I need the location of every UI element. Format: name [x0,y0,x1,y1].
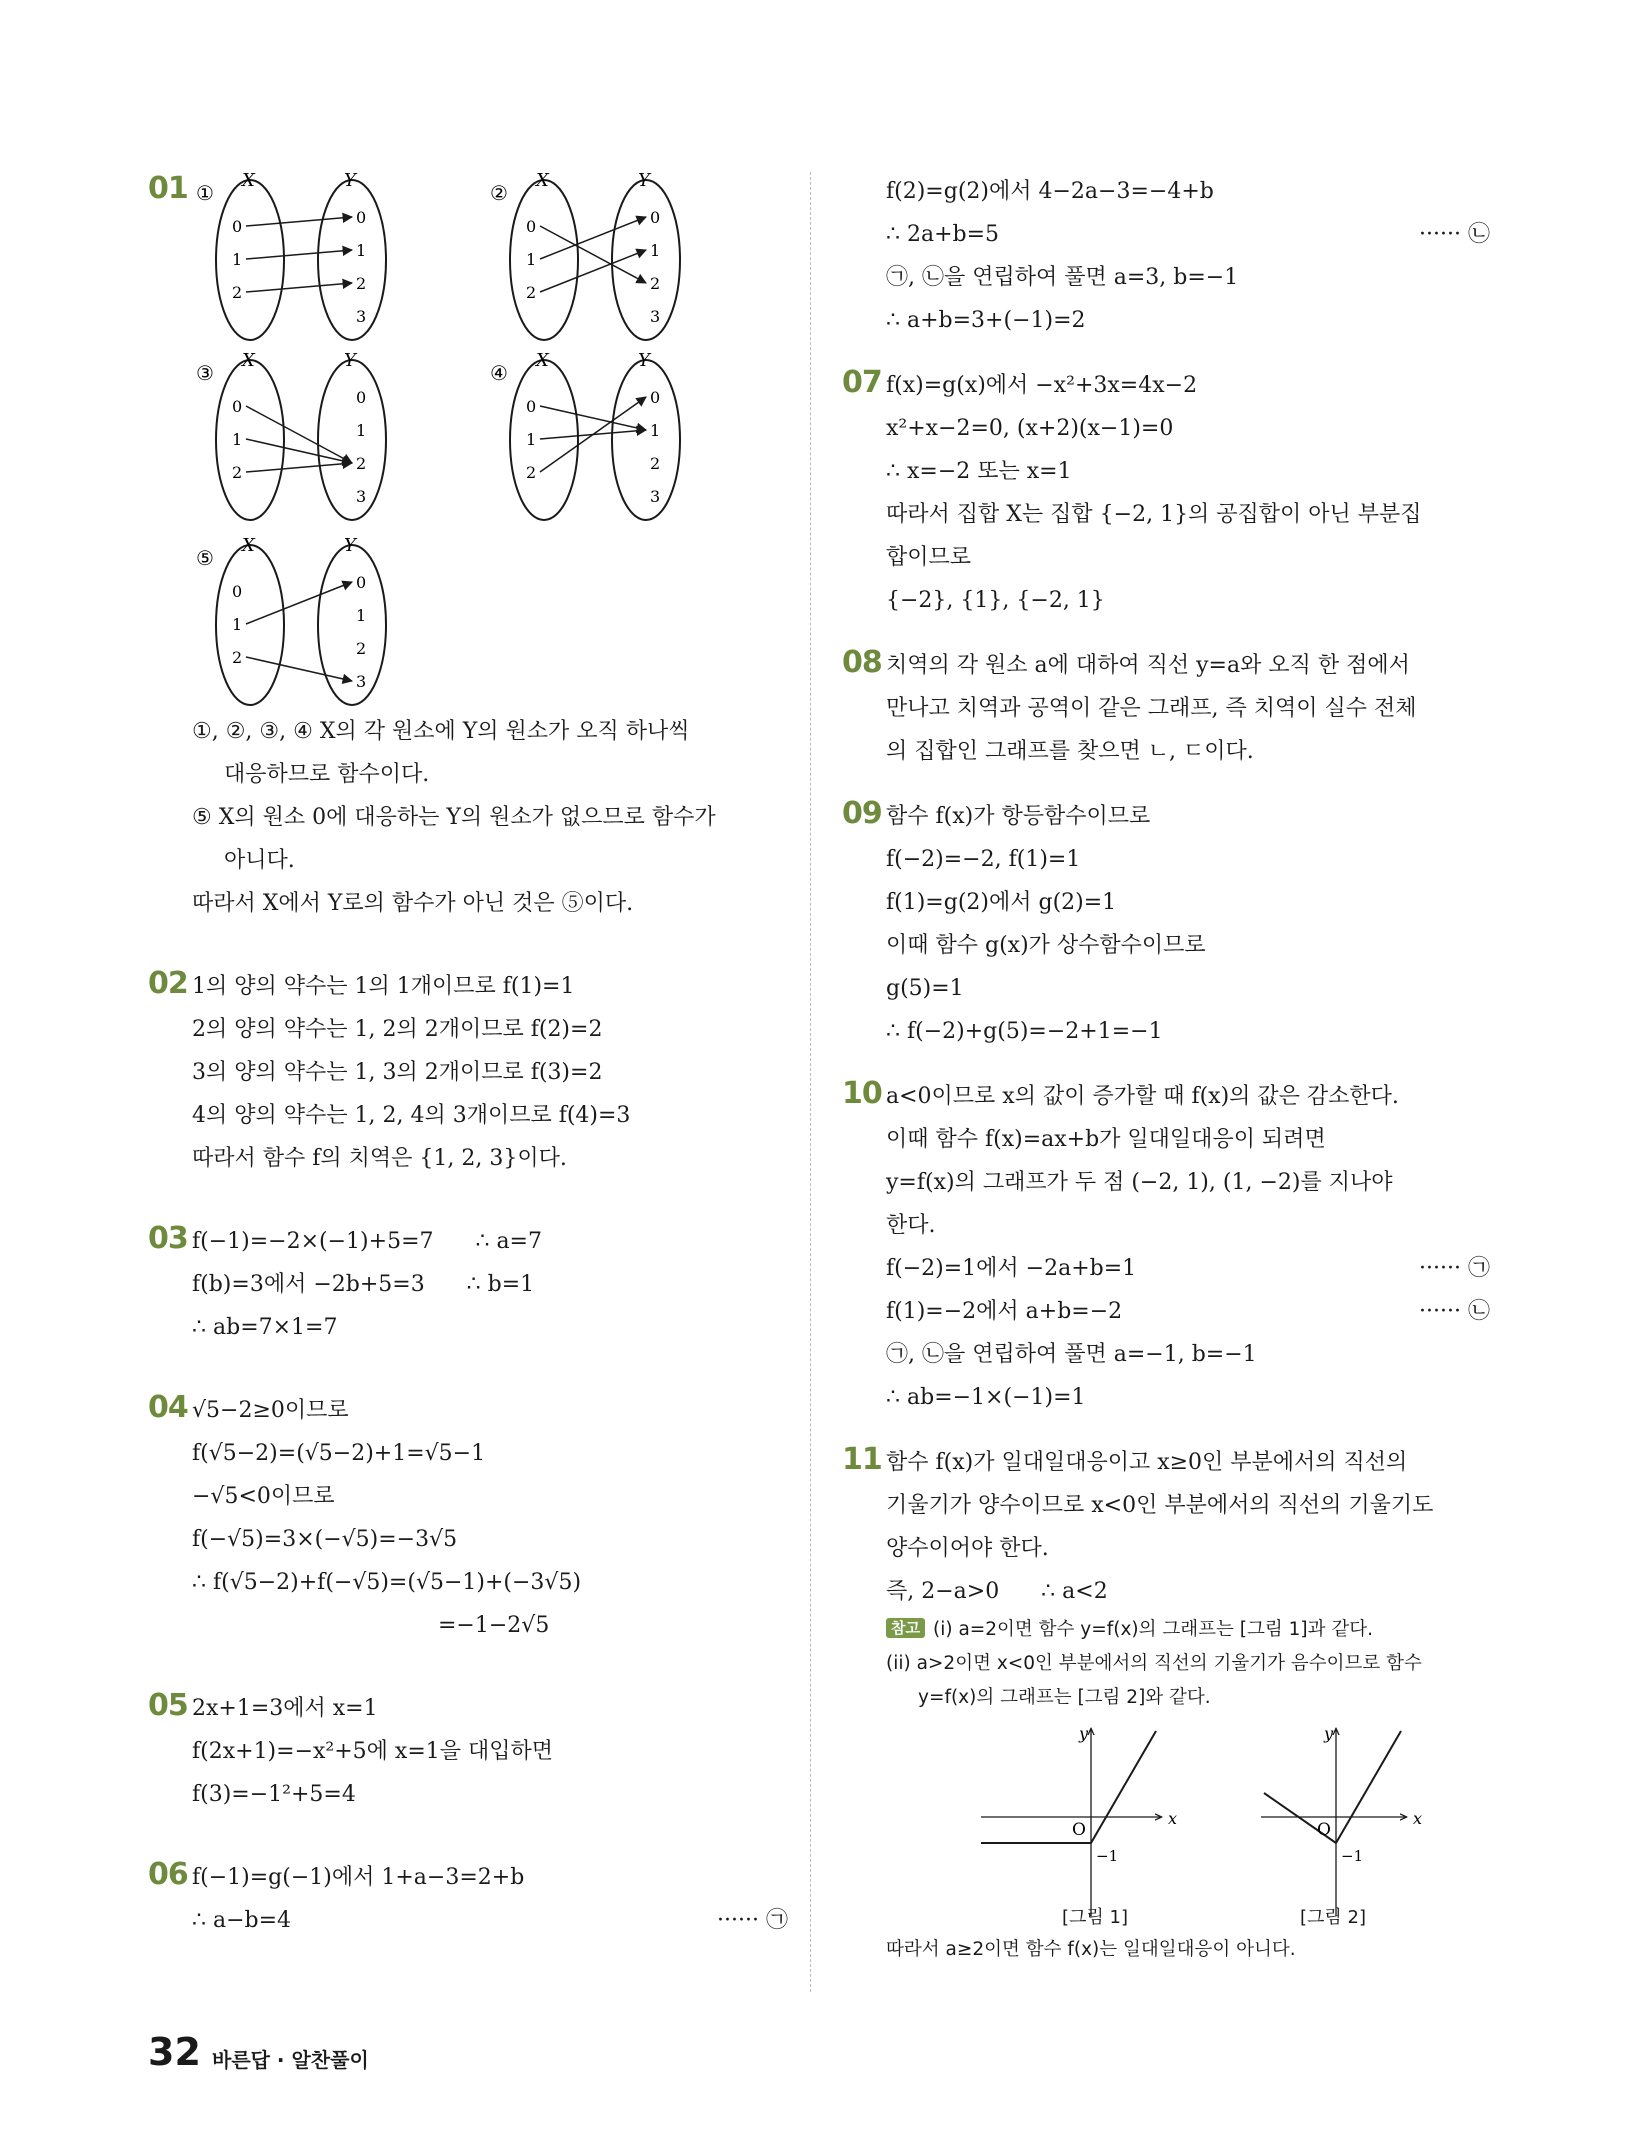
text-line: ∴ f(√5−2)+f(−√5)=(√5−1)+(−3√5) [192,1570,582,1595]
set-x-element: 2 [232,648,243,667]
set-x-label: X [242,350,255,371]
set-x-element: 0 [232,582,243,601]
set-x-label: X [242,170,255,191]
set-x-element: 1 [232,250,243,269]
text-line: f(2)=g(2)에서 4−2a−3=−4+b [886,179,1214,204]
set-x-label: X [536,170,549,191]
text-line: f(3)=−1²+5=4 [192,1782,356,1807]
set-y-element: 0 [356,208,367,227]
text-line: ∴ f(−2)+g(5)=−2+1=−1 [886,1019,1163,1044]
text-line: f(−√5)=3×(−√5)=−3√5 [192,1527,458,1552]
text-line: −√5<0이므로 [192,1484,335,1509]
problem-10 [842,1075,1490,1419]
diagram-label: ① [196,181,214,205]
set-y-element: 3 [650,307,661,326]
note-line: y=f(x)의 그래프는 [그림 2]와 같다. [918,1687,1211,1708]
text-line: 아니다. [224,848,295,873]
problem-06-continued [842,170,1490,342]
problem-number: 11 [842,1442,882,1477]
mapping-arrow [246,463,352,472]
mapping-arrow [246,250,352,259]
set-y-label: Y [344,170,356,191]
text-line: 이때 함수 f(x)=ax+b가 일대일대응이 되려면 [886,1127,1326,1152]
set-y-element: 1 [356,421,367,440]
tick-label: −1 [1341,1847,1364,1865]
diagram-label: ⑤ [196,546,214,570]
problem-number: 10 [842,1076,882,1111]
text-line: 함수 f(x)가 항등함수이므로 [886,804,1151,829]
set-x-element: 0 [526,397,537,416]
set-y-element: 3 [650,487,661,506]
set-y-element: 2 [356,454,367,473]
text-line: ∴ 2a+b=5 [886,222,1000,247]
diagram-label: ② [490,181,508,205]
text-line: 양수이어야 한다. [886,1536,1049,1561]
set-x-element: 2 [526,283,537,302]
set-y-element: 0 [356,573,367,592]
note-line: 따라서 a≥2이면 함수 f(x)는 일대일대응이 아니다. [886,1939,1296,1960]
left-column [148,170,788,1942]
mapping-diagram [196,170,386,340]
set-y-label: Y [638,170,650,191]
y-label: y [1079,1724,1089,1743]
set-x-label: X [536,350,549,371]
set-x-oval [216,180,284,340]
mapping-arrow [540,250,646,292]
column-divider [810,172,811,1992]
set-y-element: 3 [356,307,367,326]
diagram-label: ④ [490,361,508,385]
footer-title: 바른답 · 알찬풀이 [212,2048,369,2072]
set-y-element: 0 [650,388,661,407]
graph-2 [1261,1724,1422,1916]
page-number: 32 [148,2030,201,2074]
graph-line-right [1336,1731,1401,1843]
equation-marker: ······ ㉡ [1419,1299,1490,1324]
problem-number: 06 [148,1857,188,1892]
mapping-arrow [246,582,352,624]
set-y-element: 2 [356,274,367,293]
note-line: (ii) a>2이면 x<0인 부분에서의 직선의 기울기가 음수이므로 함수 [886,1653,1422,1674]
set-y-oval [612,360,680,520]
set-x-label: X [242,535,255,556]
set-y-label: Y [344,535,356,556]
problem-05 [148,1687,788,1816]
set-x-oval [510,180,578,340]
graphs-svg [886,1721,1506,1931]
text-line [192,1899,788,1942]
equation-marker: ······ ㉠ [1419,1256,1490,1281]
x-label: x [1168,1809,1178,1828]
problem-number: 04 [148,1390,188,1425]
set-x-oval [510,360,578,520]
problem-number: 05 [148,1688,188,1723]
note-line [886,1613,1490,1647]
text-line: 1의 양의 약수는 1의 1개이므로 f(1)=1 [192,974,575,999]
set-y-element: 3 [356,672,367,691]
text-line [886,213,1490,256]
figure-caption: [그림 2] [1300,1907,1366,1928]
problem-02 [148,965,788,1180]
text-line: 3의 양의 약수는 1, 3의 2개이므로 f(3)=2 [192,1060,603,1085]
text-line: 2의 양의 약수는 1, 2의 2개이므로 f(2)=2 [192,1017,603,1042]
text-line: 2x+1=3에서 x=1 [192,1696,378,1721]
text-line: 치역의 각 원소 a에 대하여 직선 y=a와 오직 한 점에서 [886,653,1410,678]
text-line: ∴ ab=−1×(−1)=1 [886,1385,1086,1410]
problem-08 [842,644,1490,773]
text-line: {−2}, {1}, {−2, 1} [886,588,1105,613]
text-line: =−1−2√5 [438,1613,550,1638]
graph-1 [981,1724,1177,1916]
problem-number: 09 [842,796,882,831]
text-line: y=f(x)의 그래프가 두 점 (−2, 1), (1, −2)를 지나야 [886,1170,1393,1195]
text-line: 합이므로 [886,545,972,570]
mapping-diagram [196,350,386,520]
text-line: f(x)=g(x)에서 −x²+3x=4x−2 [886,373,1198,398]
text-line: ㉠, ㉡을 연립하여 풀면 a=−1, b=−1 [886,1342,1257,1367]
set-x-element: 1 [232,615,243,634]
set-y-element: 0 [650,208,661,227]
mapping-arrow [540,226,646,283]
set-y-element: 3 [356,487,367,506]
text-line: 따라서 집합 X는 집합 {−2, 1}의 공집합이 아닌 부분집 [886,502,1422,527]
set-x-element: 2 [526,463,537,482]
text-line: ∴ a+b=3+(−1)=2 [886,308,1086,333]
set-x-element: 2 [232,283,243,302]
graph-line-right [1091,1731,1156,1843]
set-x-element: 0 [232,217,243,236]
set-x-element: 1 [232,430,243,449]
mapping-diagram [490,170,680,340]
set-y-oval [318,360,386,520]
text-line: a<0이므로 x의 값이 증가할 때 f(x)의 값은 감소한다. [886,1084,1399,1109]
problem-number: 03 [148,1221,188,1256]
note-text: (i) a=2이면 함수 y=f(x)의 그래프는 [그림 1]과 같다. [932,1619,1373,1640]
mapping-diagram [490,350,680,520]
tick-label: −1 [1096,1847,1119,1865]
text-line: √5−2≥0이므로 [192,1398,349,1423]
text-line: 이때 함수 g(x)가 상수함수이므로 [886,933,1206,958]
problem-07 [842,364,1490,622]
mapping-diagram [196,535,386,705]
text-line: 따라서 X에서 Y로의 함수가 아닌 것은 ⑤이다. [192,891,634,916]
set-x-element: 1 [526,250,537,269]
problem-04 [148,1389,788,1647]
equation-marker: ······ ㉠ [717,1908,788,1933]
text-line: 기울기가 양수이므로 x<0인 부분에서의 직선의 기울기도 [886,1493,1434,1518]
set-y-element: 2 [356,639,367,658]
x-label: x [1413,1809,1423,1828]
equation-marker: ······ ㉡ [1419,222,1490,247]
text-line: 즉, 2−a>0 ∴ a<2 [886,1579,1108,1604]
note-badge: 참고 [886,1618,925,1638]
text-line: ⑤ X의 원소 0에 대응하는 Y의 원소가 없으므로 함수가 [192,805,716,830]
origin-label: O [1317,1820,1331,1840]
mapping-arrow [246,283,352,292]
mapping-arrow [540,217,646,259]
origin-label: O [1072,1820,1086,1840]
text-line: f(−1)=g(−1)에서 1+a−3=2+b [192,1865,525,1890]
text-line: f(2x+1)=−x²+5에 x=1을 대입하면 [192,1739,554,1764]
set-y-element: 1 [356,241,367,260]
set-x-oval [216,545,284,705]
text-line: 대응하므로 함수이다. [224,762,430,787]
problem-03 [148,1220,788,1349]
set-x-element: 0 [526,217,537,236]
mapping-diagrams [148,170,748,710]
graph-figures [886,1721,1490,1931]
set-y-element: 2 [650,274,661,293]
set-x-element: 1 [526,430,537,449]
text-line: 의 집합인 그래프를 찾으면 ㄴ, ㄷ이다. [886,739,1254,764]
problem-11 [842,1441,1490,1967]
text-line [886,1247,1490,1290]
set-y-label: Y [638,350,650,371]
problem-06 [148,1856,788,1942]
diagram-label: ③ [196,361,214,385]
text-line: 한다. [886,1213,936,1238]
text-line: ∴ a−b=4 [192,1908,292,1933]
set-x-element: 0 [232,397,243,416]
set-y-element: 1 [356,606,367,625]
mapping-arrow [246,657,352,681]
text-line: ∴ ab=7×1=7 [192,1315,338,1340]
problem-09 [842,795,1490,1053]
problem-number: 01 [148,171,188,206]
text-line: 따라서 함수 f의 치역은 {1, 2, 3}이다. [192,1146,567,1171]
text-line: ㉠, ㉡을 연립하여 풀면 a=3, b=−1 [886,265,1239,290]
problem-number: 02 [148,966,188,1001]
text-line: 만나고 치역과 공역이 같은 그래프, 즉 치역이 실수 전체 [886,696,1417,721]
text-line: ∴ x=−2 또는 x=1 [886,459,1072,484]
set-y-oval [318,180,386,340]
text-line: f(1)=−2에서 a+b=−2 [886,1299,1123,1324]
set-y-element: 2 [650,454,661,473]
text-line: f(−1)=−2×(−1)+5=7 ∴ a=7 [192,1229,542,1254]
text-line: f(b)=3에서 −2b+5=3 ∴ b=1 [192,1272,535,1297]
text-line: f(−2)=−2, f(1)=1 [886,847,1081,872]
set-y-label: Y [344,350,356,371]
text-line: 함수 f(x)가 일대일대응이고 x≥0인 부분에서의 직선의 [886,1450,1408,1475]
problem-01 [148,170,788,710]
figure-caption: [그림 1] [1062,1907,1128,1928]
mapping-arrow [246,217,352,226]
mapping-arrow [246,406,352,463]
problem-01-text [148,710,788,925]
text-line: g(5)=1 [886,976,964,1001]
problem-number: 07 [842,365,882,400]
mapping-arrow [540,406,646,430]
text-line: f(1)=g(2)에서 g(2)=1 [886,890,1117,915]
set-x-element: 2 [232,463,243,482]
text-line: ①, ②, ③, ④ X의 각 원소에 Y의 원소가 오직 하나씩 [192,719,690,744]
mapping-arrow [246,439,352,463]
set-y-element: 0 [356,388,367,407]
text-line: 4의 양의 약수는 1, 2, 4의 3개이므로 f(4)=3 [192,1103,631,1128]
set-y-element: 1 [650,421,661,440]
mapping-arrow [540,397,646,472]
y-label: y [1324,1724,1334,1743]
text-line: x²+x−2=0, (x+2)(x−1)=0 [886,416,1174,441]
text-line: f(−2)=1에서 −2a+b=1 [886,1256,1137,1281]
right-column [842,170,1490,1967]
text-line: f(√5−2)=(√5−2)+1=√5−1 [192,1441,486,1466]
set-y-element: 1 [650,241,661,260]
problem-number: 08 [842,645,882,680]
text-line [886,1290,1490,1333]
